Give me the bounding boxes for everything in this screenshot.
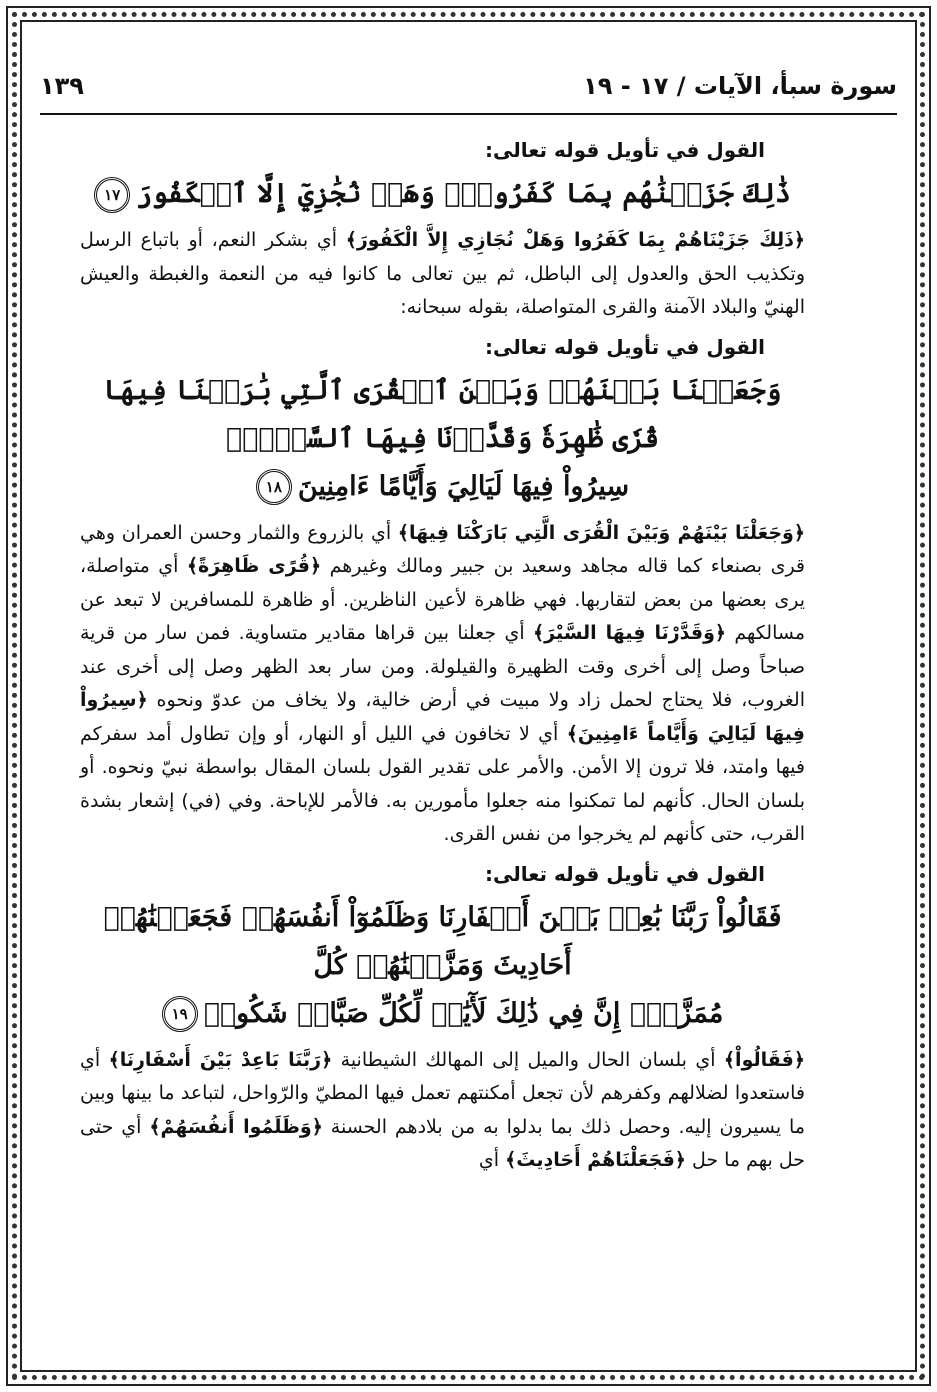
verse-text: مُمَزَّقٍۚ إِنَّ فِي ذَٰلِكَ لَأٓيَٰتٖ لِّكُلِّ صَبَّارٖ شَكُورٖ xyxy=(203,997,724,1029)
quoted-verse-fragment: ﴿ذَلِكَ جَزَيْنَاهُمْ بِمَا كَفَرُوا وَهَلْ نُجَازِي إِلاَّ الْكَفُورَ﴾ xyxy=(345,229,805,251)
quoted-verse-fragment: ﴿قُرًى ظَاهِرَةً﴾ xyxy=(186,555,322,577)
verse-text: فَقَالُواْ رَبَّنَا بَٰعِدۡ بَيۡنَ أَسۡفَارِنَا وَظَلَمُوٓاْ أَنفُسَهُمۡ فَجَعَلۡنَٰهُمۡ أَحَادِيثَ وَمَزَّقۡنَٰهُمۡ كُلَّ xyxy=(103,901,782,981)
commentary-paragraph xyxy=(80,1044,805,1178)
header-rule xyxy=(40,113,897,115)
quoted-verse-fragment: ﴿فَقَالُواْ﴾ xyxy=(723,1048,805,1071)
verse-line xyxy=(80,894,805,990)
quran-verse xyxy=(80,894,805,1038)
commentary-text: أي متواصلة، يرى بعضها من بعض لتقاربها. فهي ظاهرة لأعين الناظرين. أو ظاهرة للمسافرين لا تبعد عن مسالكهم xyxy=(80,555,806,644)
verse-line xyxy=(80,990,805,1038)
verse-text: ذَٰلِكَ جَزَيۡنَٰهُم بِمَا كَفَرُواْۖ وَهَلۡ نُجَٰزِيٓ إِلَّا ٱلۡكَفُورَ xyxy=(136,178,791,209)
verse-text: وَجَعَلۡنَا بَيۡنَهُمۡ وَبَيۡنَ ٱلۡقُرَى ٱلَّتِي بَٰرَكۡنَا فِيهَا قُرٗى ظَٰهِرَةٗ وَقَدَّرۡنَا فِيهَا ٱلسَّيۡرَۖ xyxy=(103,374,782,454)
running-title: سورة سبأ، الآيات / ١٧ - ١٩ xyxy=(583,72,897,100)
quoted-verse-fragment: ﴿سِيرُواْ فِيهَا لَيَالِيَ وَأَيَّاماً ءَامِنِينَ﴾ xyxy=(80,689,805,745)
commentary-text: أي بالزروع والثمار وحسن العمران وهي قرى بصنعاء كما قاله مجاهد وسعيد بن جبير ومالك وغيرهم xyxy=(80,521,806,577)
page-header xyxy=(40,60,897,100)
commentary-text: أي فاستعدوا لضلالهم وكفرهم لأن تجعل أمكنتهم تعمل فيها المطيّ والرّواحل، لتباعد ما بينها وبين ما يسيرون إليه. وحصل ذلك بما بدلوا به من بلادهم الحسنة xyxy=(80,1048,805,1138)
verse-line xyxy=(80,367,805,463)
commentary-paragraph xyxy=(80,224,805,325)
ayah-number-marker: ١٧ xyxy=(94,177,130,213)
ayah-number-marker: ١٨ xyxy=(256,469,292,505)
commentary-text: أي جعلنا بين قراها مقادير متساوية. فمن سار من قرية صباحاً وصل إلى أخرى وقت الظهيرة والقيلولة. ومن سار بعد الظهر وصل إلى أخرى عند الغروب، فلا يحتاج لحمل زاد ولا مبيت في أرض خالية، ولا يخاف من عدوّ ونحوه xyxy=(80,622,805,711)
section-heading: القول في تأويل قوله تعالى: xyxy=(485,138,765,162)
quran-verse xyxy=(80,170,805,218)
quoted-verse-fragment: ﴿فَجَعَلْنَاهُمْ أَحَادِيثَ﴾ xyxy=(505,1149,686,1171)
commentary-text: أي حتى حل بهم ما حل xyxy=(80,1115,805,1171)
section-heading: القول في تأويل قوله تعالى: xyxy=(485,334,765,359)
commentary-paragraph xyxy=(80,517,805,852)
verse-line xyxy=(80,170,805,218)
verse-text: سِيرُواْ فِيهَا لَيَالِيَ وَأَيَّامًا ءَامِنِينَ xyxy=(297,470,630,502)
quoted-verse-fragment: ﴿وَظَلَمُوا أَنفُسَهُمْ﴾ xyxy=(149,1115,323,1138)
verse-line xyxy=(80,463,805,511)
commentary-text: أي xyxy=(478,1149,506,1171)
quoted-verse-fragment: ﴿وَجَعَلْنَا بَيْنَهُمْ وَبَيْنَ الْقُرَى الَّتِي بَارَكْنَا فِيهَا﴾ xyxy=(397,521,806,544)
quoted-verse-fragment: ﴿وَقَدَّرْنَا فِيهَا السَّيْرَ﴾ xyxy=(533,622,727,644)
ayah-number-marker: ١٩ xyxy=(162,996,198,1032)
page-body xyxy=(80,128,805,1178)
quoted-verse-fragment: ﴿رَبَّنَا بَاعِدْ بَيْنَ أَسْفَارِنَا﴾ xyxy=(108,1048,333,1071)
commentary-text: أي بلسان الحال والميل إلى المهالك الشيطانية xyxy=(332,1048,724,1071)
quran-verse xyxy=(80,367,805,511)
commentary-text: أي بشكر النعم، أو باتباع الرسل وتكذيب الحق والعدول إلى الباطل، ثم بين تعالى ما كانوا فيه من النعمة والغبطة والعيش الهنيّ والبلاد الآمنة والقرى المتواصلة، بقوله سبحانه: xyxy=(80,229,805,318)
page-number: ١٣٩ xyxy=(40,72,84,100)
section-heading: القول في تأويل قوله تعالى: xyxy=(485,861,765,886)
commentary-text: أي لا تخافون في الليل أو النهار، أو وإن تطاول أمد سفركم فيها وامتد، فلا ترون إلا الأمن. والأمر على تقدير القول بلسان المقال بواسطة نبيّ ونحوه. أو بلسان الحال. كأنهم لما تمكنوا منه جعلوا مأمورين به. فالأمر للإباحة. وفي (في) إشعار بشدة القرب، حتى كأنهم لم يخرجوا من نفس القرى. xyxy=(80,722,805,845)
